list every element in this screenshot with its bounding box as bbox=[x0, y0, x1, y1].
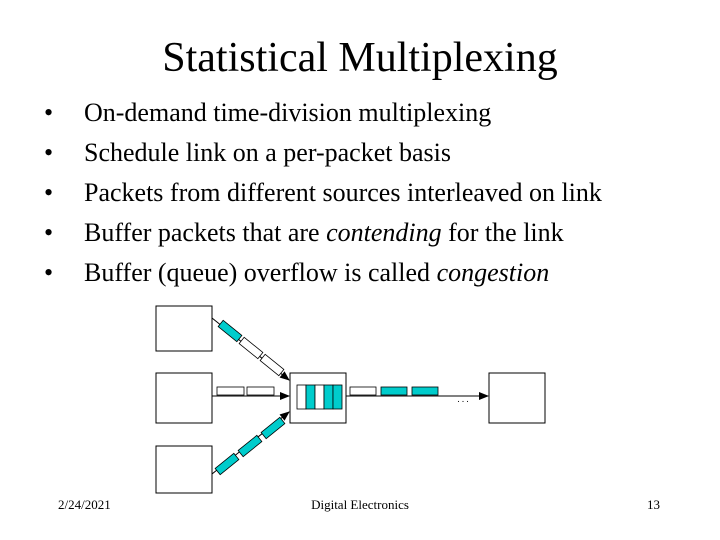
packet bbox=[261, 417, 285, 438]
footer-date: 2/24/2021 bbox=[58, 497, 111, 512]
packet bbox=[215, 453, 239, 474]
bullet-dot: • bbox=[44, 218, 54, 247]
source-box-middle bbox=[156, 373, 212, 423]
packet bbox=[412, 387, 438, 395]
page-number: 13 bbox=[647, 497, 660, 512]
packet bbox=[238, 435, 262, 456]
bullet-text: Packets from different sources interleaved on link bbox=[84, 178, 602, 207]
source-box-top bbox=[156, 306, 212, 351]
bullet-dot: • bbox=[44, 138, 54, 167]
output-ellipsis: . . . bbox=[457, 394, 469, 404]
bullet-text-emphasis: congestion bbox=[436, 258, 550, 287]
bullet-dot: • bbox=[44, 98, 54, 127]
packet bbox=[381, 387, 407, 395]
packet-train-output bbox=[350, 387, 438, 395]
packet-train-bottom bbox=[215, 417, 285, 474]
destination-box bbox=[489, 373, 545, 423]
queue-packet bbox=[324, 385, 333, 409]
bullet-text-emphasis: contending bbox=[326, 218, 442, 247]
bullet-text-post: for the link bbox=[441, 218, 564, 247]
queue-slot-empty bbox=[315, 385, 324, 409]
bullet-dot: • bbox=[44, 178, 54, 207]
bullet-dot: • bbox=[44, 258, 54, 287]
queue-slot-empty bbox=[297, 385, 306, 409]
bullet-text-pre: Buffer packets that are bbox=[84, 218, 327, 247]
queue-packet bbox=[306, 385, 315, 409]
bullet-text-pre: Buffer (queue) overflow is called bbox=[84, 258, 437, 287]
packet-slot-empty bbox=[217, 387, 244, 395]
packet-slot-empty bbox=[239, 337, 263, 358]
bullet-text: On-demand time-division multiplexing bbox=[84, 98, 492, 127]
queue-packet bbox=[333, 385, 342, 409]
slide-title: Statistical Multiplexing bbox=[162, 35, 558, 81]
packet bbox=[218, 320, 242, 341]
footer-title: Digital Electronics bbox=[311, 497, 409, 512]
switch-queue bbox=[297, 385, 342, 409]
packet-train-top bbox=[218, 320, 284, 375]
packet-slot-empty bbox=[260, 354, 284, 375]
source-box-bottom bbox=[156, 446, 212, 493]
packet-slot-empty bbox=[350, 387, 376, 395]
bullet-text: Schedule link on a per-packet basis bbox=[84, 138, 451, 167]
packet-slot-empty bbox=[247, 387, 274, 395]
packet-train-middle bbox=[217, 387, 274, 395]
